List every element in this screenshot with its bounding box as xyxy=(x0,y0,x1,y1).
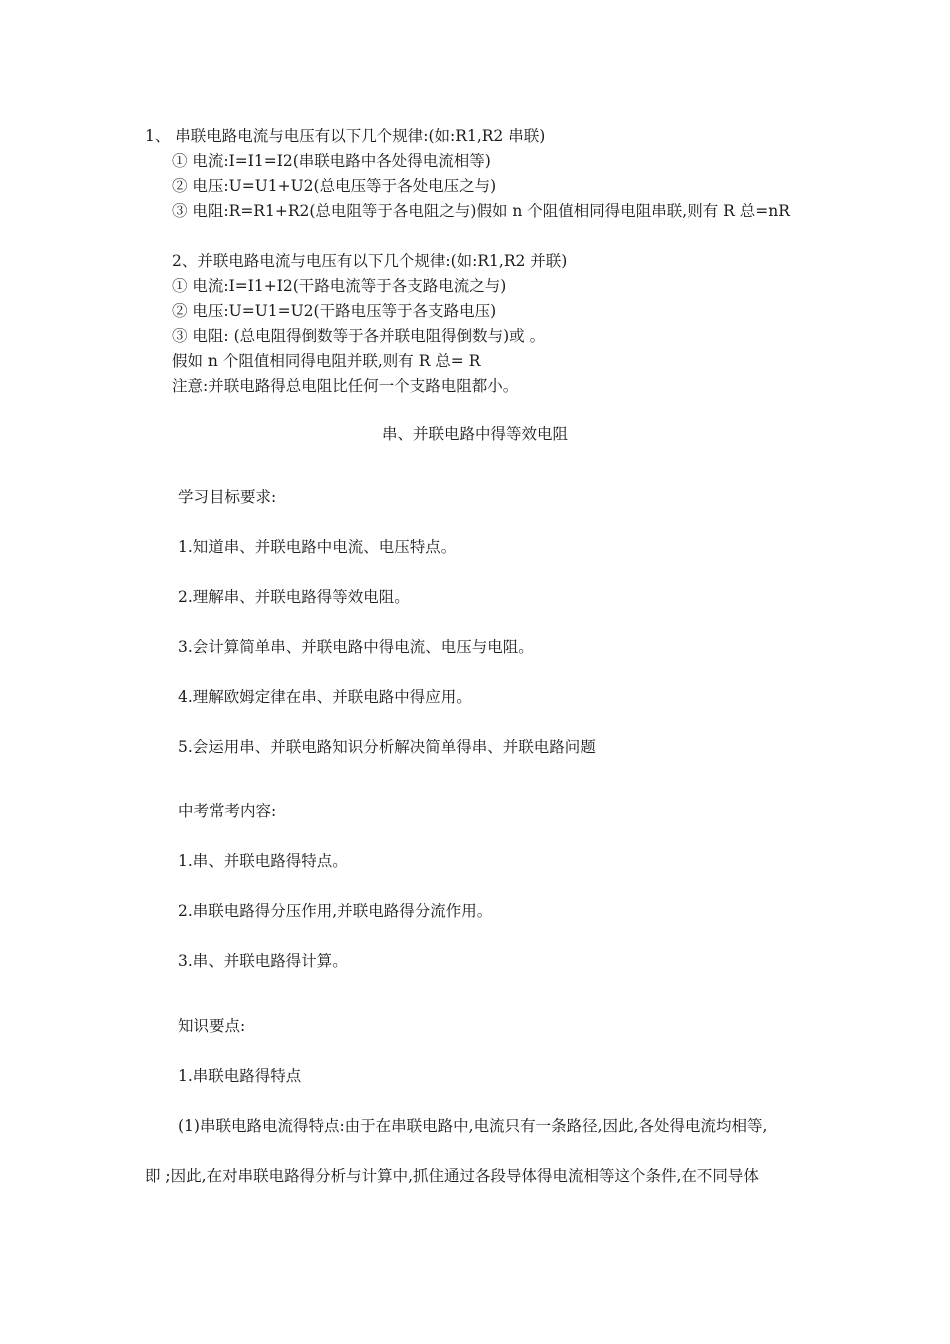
goal-item: 5.会运用串、并联电路知识分析解决简单得串、并联电路问题 xyxy=(178,738,596,756)
goal-item: 3.会计算简单串、并联电路中得电流、电压与电阻。 xyxy=(178,638,534,656)
parallel-current-rule: ① 电流:I=I1+I2(干路电流等于各支路电流之与) xyxy=(172,277,507,295)
parallel-note: 注意:并联电路得总电阻比任何一个支路电阻都小。 xyxy=(172,377,519,395)
exam-heading: 中考常考内容: xyxy=(178,802,277,820)
knowledge-heading: 知识要点: xyxy=(178,1017,246,1035)
parallel-voltage-rule: ② 电压:U=U1=U2(干路电压等于各支路电压) xyxy=(172,302,497,320)
knowledge-subheading: 1.串联电路得特点 xyxy=(178,1067,302,1085)
goals-heading: 学习目标要求: xyxy=(178,488,277,506)
paragraph-line: 即 ;因此,在对串联电路得分析与计算中,抓住通过各段导体得电流相等这个条件,在不同导体 xyxy=(145,1167,759,1185)
paragraph-line: (1)串联电路电流得特点:由于在串联电路中,电流只有一条路径,因此,各处得电流均相等, xyxy=(178,1117,768,1135)
parallel-equal-resistors: 假如 n 个阻值相同得电阻并联,则有 R 总= R xyxy=(172,352,481,370)
series-voltage-rule: ② 电压:U=U1+U2(总电压等于各处电压之与) xyxy=(172,177,497,195)
parallel-resistance-rule: ③ 电阻: (总电阻得倒数等于各并联电阻得倒数与)或 。 xyxy=(172,327,546,345)
goal-item: 4.理解欧姆定律在串、并联电路中得应用。 xyxy=(178,688,472,706)
goal-item: 1.知道串、并联电路中电流、电压特点。 xyxy=(178,538,457,556)
goal-item: 2.理解串、并联电路得等效电阻。 xyxy=(178,588,410,606)
exam-item: 1.串、并联电路得特点。 xyxy=(178,852,348,870)
series-rules-heading: 1、 串联电路电流与电压有以下几个规律:(如:R1,R2 串联) xyxy=(145,127,546,145)
parallel-rules-heading: 2、并联电路电流与电压有以下几个规律:(如:R1,R2 并联) xyxy=(172,252,568,270)
series-current-rule: ① 电流:I=I1=I2(串联电路中各处得电流相等) xyxy=(172,152,491,170)
exam-item: 2.串联电路得分压作用,并联电路得分流作用。 xyxy=(178,902,493,920)
section-title: 串、并联电路中得等效电阻 xyxy=(381,425,568,443)
series-resistance-rule: ③ 电阻:R=R1+R2(总电阻等于各电阻之与)假如 n 个阻值相同得电阻串联,则有 R 总=nR xyxy=(172,202,790,220)
exam-item: 3.串、并联电路得计算。 xyxy=(178,952,348,970)
